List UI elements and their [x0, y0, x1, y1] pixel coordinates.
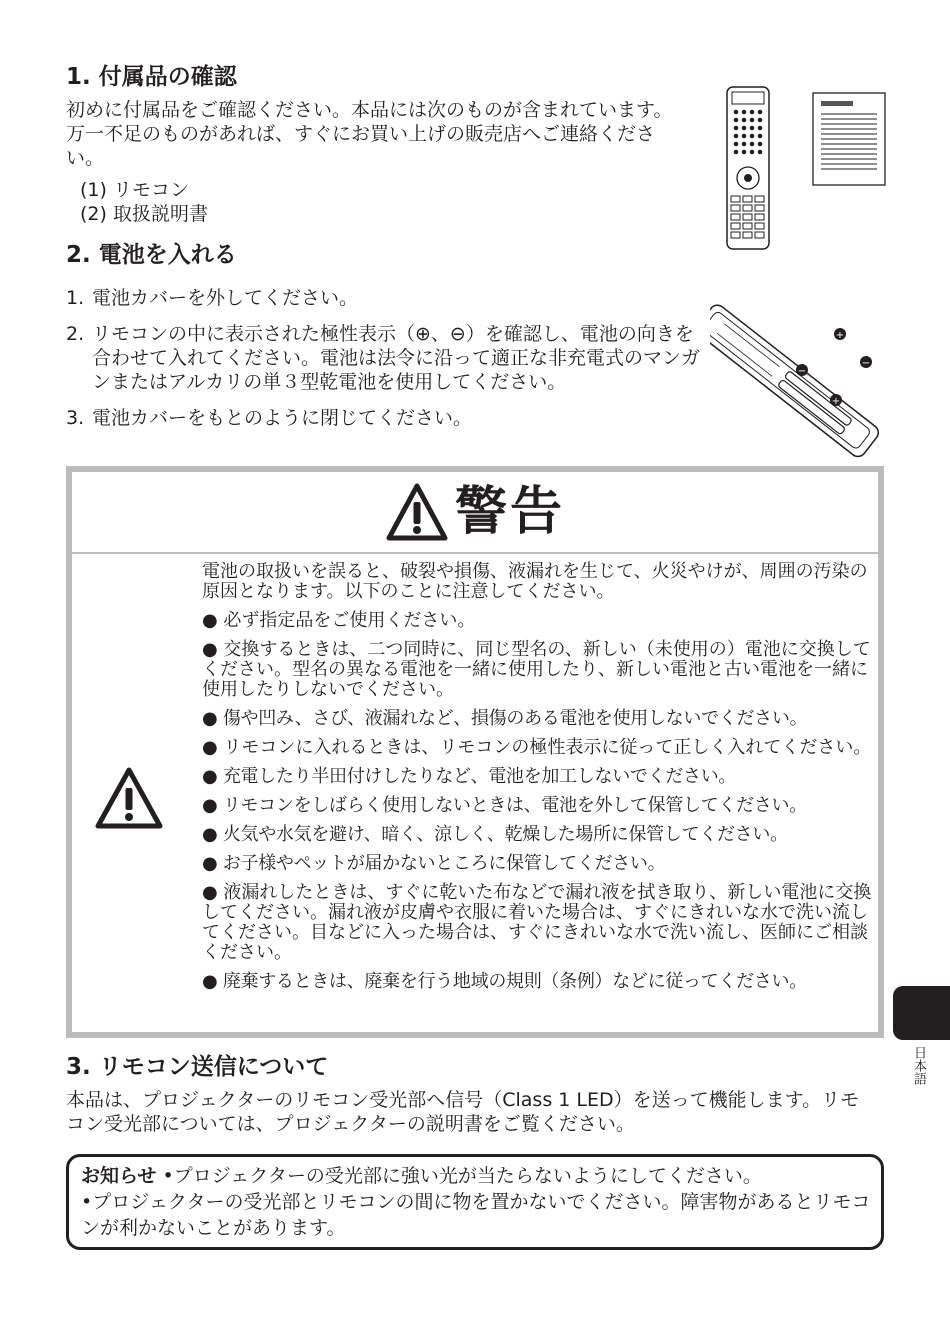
section-1-title: 1. 付属品の確認: [66, 64, 237, 90]
step-number: 1.: [66, 287, 85, 309]
step-text: 電池カバーをもとのように閉じてください。: [92, 407, 473, 429]
notice-line: •プロジェクターの受光部に強い光が当たらないようにしてください。: [162, 1165, 762, 1187]
step-text: 電池カバーを外してください。: [92, 287, 359, 309]
notice-label: お知らせ: [81, 1165, 157, 1187]
section-1-intro: 初めに付属品をご確認ください。本品には次のものが含まれています。万一不足のものがあれば、すぐにお買い上げの販売店へご連絡ください。: [66, 99, 673, 169]
manual-illustration: [812, 92, 886, 186]
polarity-minus-icon: [860, 356, 872, 369]
remote-control-illustration: [726, 86, 770, 250]
notice-box: [66, 1154, 884, 1250]
svg-text:+: +: [835, 330, 845, 341]
accessory-item-manual: (2) 取扱説明書: [80, 203, 208, 225]
notice-line: •プロジェクターの受光部とリモコンの間に物を置かないでください。障害物があるとリモコンが利かないことがあります。: [81, 1191, 871, 1239]
warning-header: [72, 472, 878, 554]
warning-bullet: ● リモコンをしばらく使用しないときは、電池を外して保管してください。: [202, 795, 807, 816]
polarity-minus-icon: [796, 364, 808, 377]
svg-text:+: +: [831, 396, 841, 407]
svg-text:−: −: [861, 358, 871, 369]
step-item: [66, 322, 702, 394]
step-item: [66, 406, 706, 430]
warning-bullet: ● リモコンに入れるときは、リモコンの極性表示に従って正しく入れてください。: [202, 737, 872, 758]
step-number: 2.: [66, 323, 85, 345]
svg-text:−: −: [797, 366, 807, 377]
polarity-plus-icon: [830, 394, 842, 407]
notice-content: [81, 1163, 871, 1241]
warning-body: [72, 554, 878, 1032]
warning-box: [66, 466, 884, 1038]
section-2-title: 2. 電池を入れる: [66, 242, 237, 268]
warning-bullet: ● お子様やペットが届かないところに保管してください。: [202, 853, 666, 874]
warning-bullet: ● 傷や凹み、さび、液漏れなど、損傷のある電池を使用しないでください。: [202, 708, 808, 729]
accessory-list: [80, 178, 208, 226]
warning-bullet: ● 交換するときは、二つ同時に、同じ型名の、新しい（未使用の）電池に交換してください。型名の異なる電池を一緒に使用したり、新しい電池と古い電池を一緒に使用したりしないでください。: [202, 639, 871, 700]
language-tab: [893, 986, 950, 1040]
warning-bullet: ● 充電したり半田付けしたりなど、電池を加工しないでください。: [202, 766, 737, 787]
warning-bullet: ● 火気や水気を避け、暗く、涼しく、乾燥した場所に保管してください。: [202, 824, 788, 845]
warning-bullet: ● 必ず指定品をご使用ください。: [202, 610, 476, 631]
battery-insertion-illustration: [710, 262, 888, 462]
step-item: [66, 286, 706, 310]
battery-steps: [66, 286, 706, 430]
warning-triangle-icon: [385, 482, 449, 542]
warning-bullet: ● 廃棄するときは、廃棄を行う地域の規則（条例）などに従ってください。: [202, 971, 807, 992]
warning-text: [202, 562, 872, 1001]
warning-title: 警告: [454, 482, 565, 542]
accessory-item-remote: (1) リモコン: [80, 179, 189, 201]
step-text: リモコンの中に表示された極性表示（⊕、⊖）を確認し、電池の向きを合わせて入れてください。電池は法令に沿って適正な非充電式のマンガンまたはアルカリの単３型乾電池を使用してください。: [92, 323, 701, 393]
section-3-body: 本品は、プロジェクターのリモコン受光部へ信号（Class 1 LED）を送って機能します。リモコン受光部については、プロジェクターの説明書をご覧ください。: [66, 1089, 860, 1135]
language-label: 日本語: [911, 1046, 926, 1085]
polarity-plus-icon: [834, 328, 846, 341]
warning-intro: 電池の取扱いを誤ると、破裂や損傷、液漏れを生じて、火災やけが、周囲の汚染の原因となります。以下のことに注意してください。: [202, 561, 868, 602]
step-number: 3.: [66, 407, 85, 429]
section-3-title: 3. リモコン送信について: [66, 1054, 329, 1080]
warning-triangle-icon: [94, 766, 164, 830]
warning-bullet: ● 液漏れしたときは、すぐに乾いた布などで漏れ液を拭き取り、新しい電池に交換してください。漏れ液が皮膚や衣服に着いた場合は、すぐにきれいな水で洗い流してください。目などに入った場合は、すぐにきれいな水で洗い流し、医師にご相談ください。: [202, 882, 872, 963]
